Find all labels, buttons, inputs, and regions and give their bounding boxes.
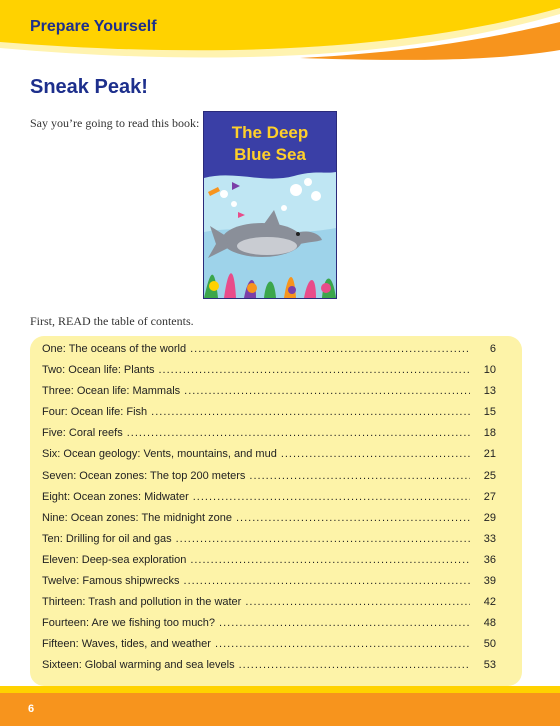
toc-leader-dots — [184, 385, 470, 397]
header-title: Prepare Yourself — [30, 18, 157, 35]
toc-entry-title: Three: Ocean life: Mammals — [42, 385, 181, 398]
toc-entry-page: 53 — [483, 659, 496, 672]
instruction-text: First, READ the table of contents. — [30, 314, 194, 328]
toc-row — [30, 427, 522, 448]
toc-leader-dots — [249, 470, 470, 482]
toc-leader-dots — [193, 491, 470, 503]
toc-entry-page: 29 — [483, 511, 496, 524]
toc-entry-page: 15 — [483, 406, 496, 419]
toc-entry-page: 36 — [483, 553, 496, 566]
toc-leader-dots — [281, 448, 470, 460]
toc-row — [30, 617, 522, 638]
toc-row — [30, 491, 522, 512]
toc-row — [30, 448, 522, 469]
toc-entry-title: Two: Ocean life: Plants — [42, 364, 155, 377]
toc-entry-title: Seven: Ocean zones: The top 200 meters — [42, 469, 246, 482]
toc-entry-title: Five: Coral reefs — [42, 427, 123, 440]
toc-leader-dots — [245, 596, 470, 608]
toc-row — [30, 406, 522, 427]
toc-row — [30, 575, 522, 596]
toc-row — [30, 533, 522, 554]
toc-row — [30, 512, 522, 533]
toc-entry-page: 10 — [483, 364, 496, 377]
toc-entry-page: 13 — [483, 385, 496, 398]
toc-entry-title: One: The oceans of the world — [42, 343, 187, 355]
book-cover — [203, 111, 337, 299]
toc-entry-title: Six: Ocean geology: Vents, mountains, and mud — [42, 448, 277, 461]
toc-entry-page: 39 — [483, 575, 496, 588]
toc-row — [30, 554, 522, 575]
toc-entry-page: 27 — [483, 490, 496, 503]
toc-entry-page: 18 — [483, 427, 496, 440]
toc-entry-title: Eight: Ocean zones: Midwater — [42, 490, 189, 503]
toc-entry-page: 33 — [483, 532, 496, 545]
toc-leader-dots — [239, 659, 470, 671]
footer-band — [0, 686, 560, 726]
toc-leader-dots — [151, 406, 470, 418]
table-of-contents — [30, 336, 522, 686]
page-number: 6 — [28, 703, 35, 715]
toc-leader-dots — [159, 364, 471, 376]
toc-entry-title: Ten: Drilling for oil and gas — [42, 532, 172, 545]
book-title — [204, 122, 336, 166]
toc-row — [30, 385, 522, 406]
toc-leader-dots — [127, 427, 470, 439]
toc-entry-page: 25 — [483, 469, 496, 482]
toc-row — [30, 364, 522, 385]
toc-list — [30, 336, 522, 681]
toc-leader-dots — [236, 512, 470, 524]
toc-row — [30, 659, 522, 680]
toc-entry-title: Eleven: Deep-sea exploration — [42, 553, 187, 566]
book-title-line2: Blue Sea — [234, 145, 306, 164]
toc-entry-title: Fourteen: Are we fishing too much? — [42, 617, 216, 630]
toc-leader-dots — [184, 575, 470, 587]
toc-entry-page: 6 — [489, 343, 496, 355]
toc-entry-page: 42 — [483, 596, 496, 609]
toc-row — [30, 596, 522, 617]
section-title: Sneak Peak! — [30, 76, 148, 98]
toc-entry-title: Twelve: Famous shipwrecks — [42, 575, 180, 588]
toc-leader-dots — [190, 554, 470, 566]
book-title-line1: The Deep — [231, 123, 309, 142]
toc-row — [30, 470, 522, 491]
toc-entry-page: 21 — [483, 448, 496, 461]
toc-row — [30, 343, 522, 364]
toc-entry-page: 50 — [483, 638, 496, 651]
toc-entry-title: Fifteen: Waves, tides, and weather — [42, 638, 211, 651]
toc-entry-page: 48 — [483, 617, 496, 630]
toc-entry-title: Four: Ocean life: Fish — [42, 406, 148, 419]
header-band — [0, 0, 560, 80]
toc-leader-dots — [190, 343, 470, 355]
toc-leader-dots — [176, 533, 470, 545]
toc-row — [30, 638, 522, 659]
toc-entry-title: Thirteen: Trash and pollution in the water — [42, 596, 242, 609]
toc-entry-title: Nine: Ocean zones: The midnight zone — [42, 511, 232, 524]
toc-leader-dots — [219, 617, 470, 629]
toc-leader-dots — [215, 638, 470, 650]
intro-text: Say you’re going to read this book: — [30, 116, 200, 130]
toc-entry-title: Sixteen: Global warming and sea levels — [42, 659, 235, 672]
